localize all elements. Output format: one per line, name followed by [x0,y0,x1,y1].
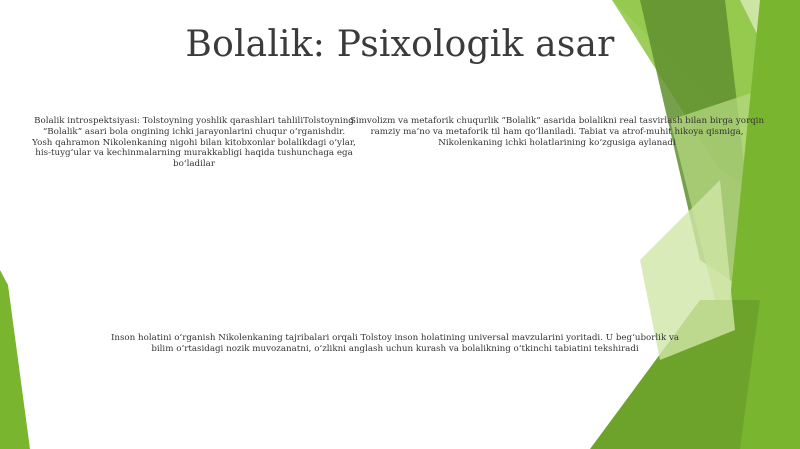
deco-left-stripe [0,270,30,449]
paragraph-human-condition: Inson holatini o‘rganish Nikolenkaning tajribalari orqali Tolstoy inson holatining universal mavzularini yoritadi. U beg‘uborlik va bilim o‘rtasidagi nozik muvozanatni, o‘zlikni anglash uchun kurash va bolalikning o‘tkinchi tabiatini tekshiradi [110,333,680,354]
paragraph-symbolism: Simvolizm va metaforik chuqurlik “Bolalik” asarida bolalikni real tasvirlash bilan birga yorqin ramziy ma’no va metaforik til ham qo‘llaniladi. Tabiat va atrof-muhit hikoya qismiga, Nikolenkaning ichki holatlarining ko‘zgusiga aylanadi [349,116,765,148]
paragraph-introspection: Bolalik introspektsiyasi: Tolstoyning yoshlik qarashlari tahliliTolstoyning “Bolalik” asari bola ongining ichki jarayonlarini chuqur o‘rganishdir. Yosh qahramon Nikolenkaning nigohi bilan kitobxonlar bolalikdagi o‘ylar, his-tuyg‘ular va kechinmalarning murakkabligi haqida tushunchaga ega bo‘ladilar [32,116,356,170]
slide-title: Bolalik: Psixologik asar [185,24,615,65]
